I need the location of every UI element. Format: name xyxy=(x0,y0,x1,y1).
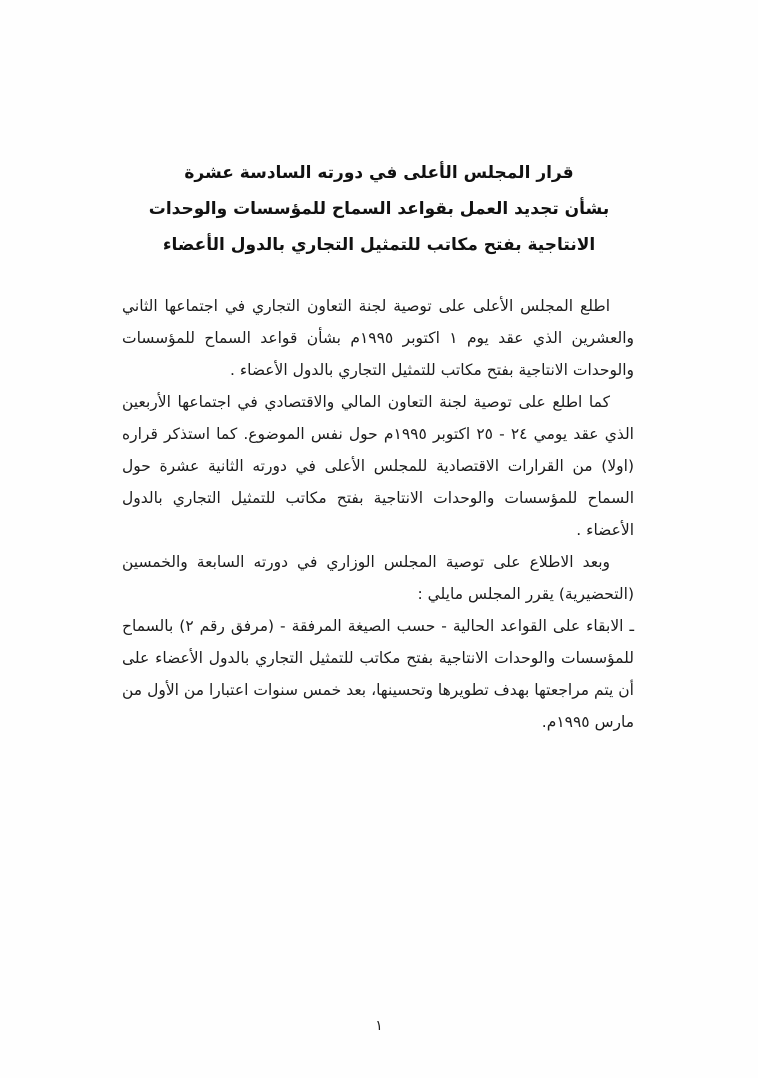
paragraph-2: كما اطلع على توصية لجنة التعاون المالي والاقتصادي في اجتماعها الأربعين الذي عقد يومي ٢٤ - ٢٥ اكتوبر ١٩٩٥م حول نفس الموضوع. كما استذكر قراره (اولا) من القرارات الاقتصادية للمجلس الأعلى في دورته الثانية عشرة حول السماح للمؤسسات والوحدات الانتاجية بفتح مكاتب للتمثيل التجاري بالدول الأعضاء . xyxy=(122,393,634,539)
document-title xyxy=(120,155,638,263)
page-number: ١ xyxy=(375,1018,383,1034)
title-line-2: بشأن تجديد العمل بقواعد السماح للمؤسسات والوحدات xyxy=(148,199,610,219)
paragraph-3: وبعد الاطلاع على توصية المجلس الوزاري في دورته السابعة والخمسين (التحضيرية) يقرر المجلس مايلي : xyxy=(122,553,634,603)
paragraph-1: اطلع المجلس الأعلى على توصية لجنة التعاون التجاري في اجتماعها الثاني والعشرين الذي عقد يوم ١ اكتوبر ١٩٩٥م بشأن قواعد السماح للمؤسسات والوحدات الانتاجية بفتح مكاتب للتمثيل التجاري بالدول الأعضاء . xyxy=(122,297,634,379)
title-line-1: قرار المجلس الأعلى في دورته السادسة عشرة xyxy=(184,163,574,183)
paragraph-4: ـ الابقاء على القواعد الحالية - حسب الصيغة المرفقة - (مرفق رقم ٢) بالسماح للمؤسسات والوحدات الانتاجية بفتح مكاتب للتمثيل التجاري بالدول الأعضاء على أن يتم مراجعتها بهدف تطويرها وتحسينها، بعد خمس سنوات اعتبارا من الأول من مارس ١٩٩٥م. xyxy=(122,617,634,731)
document-body xyxy=(122,290,634,738)
title-line-3: الانتاجية بفتح مكاتب للتمثيل التجاري بالدول الأعضاء xyxy=(162,235,596,255)
